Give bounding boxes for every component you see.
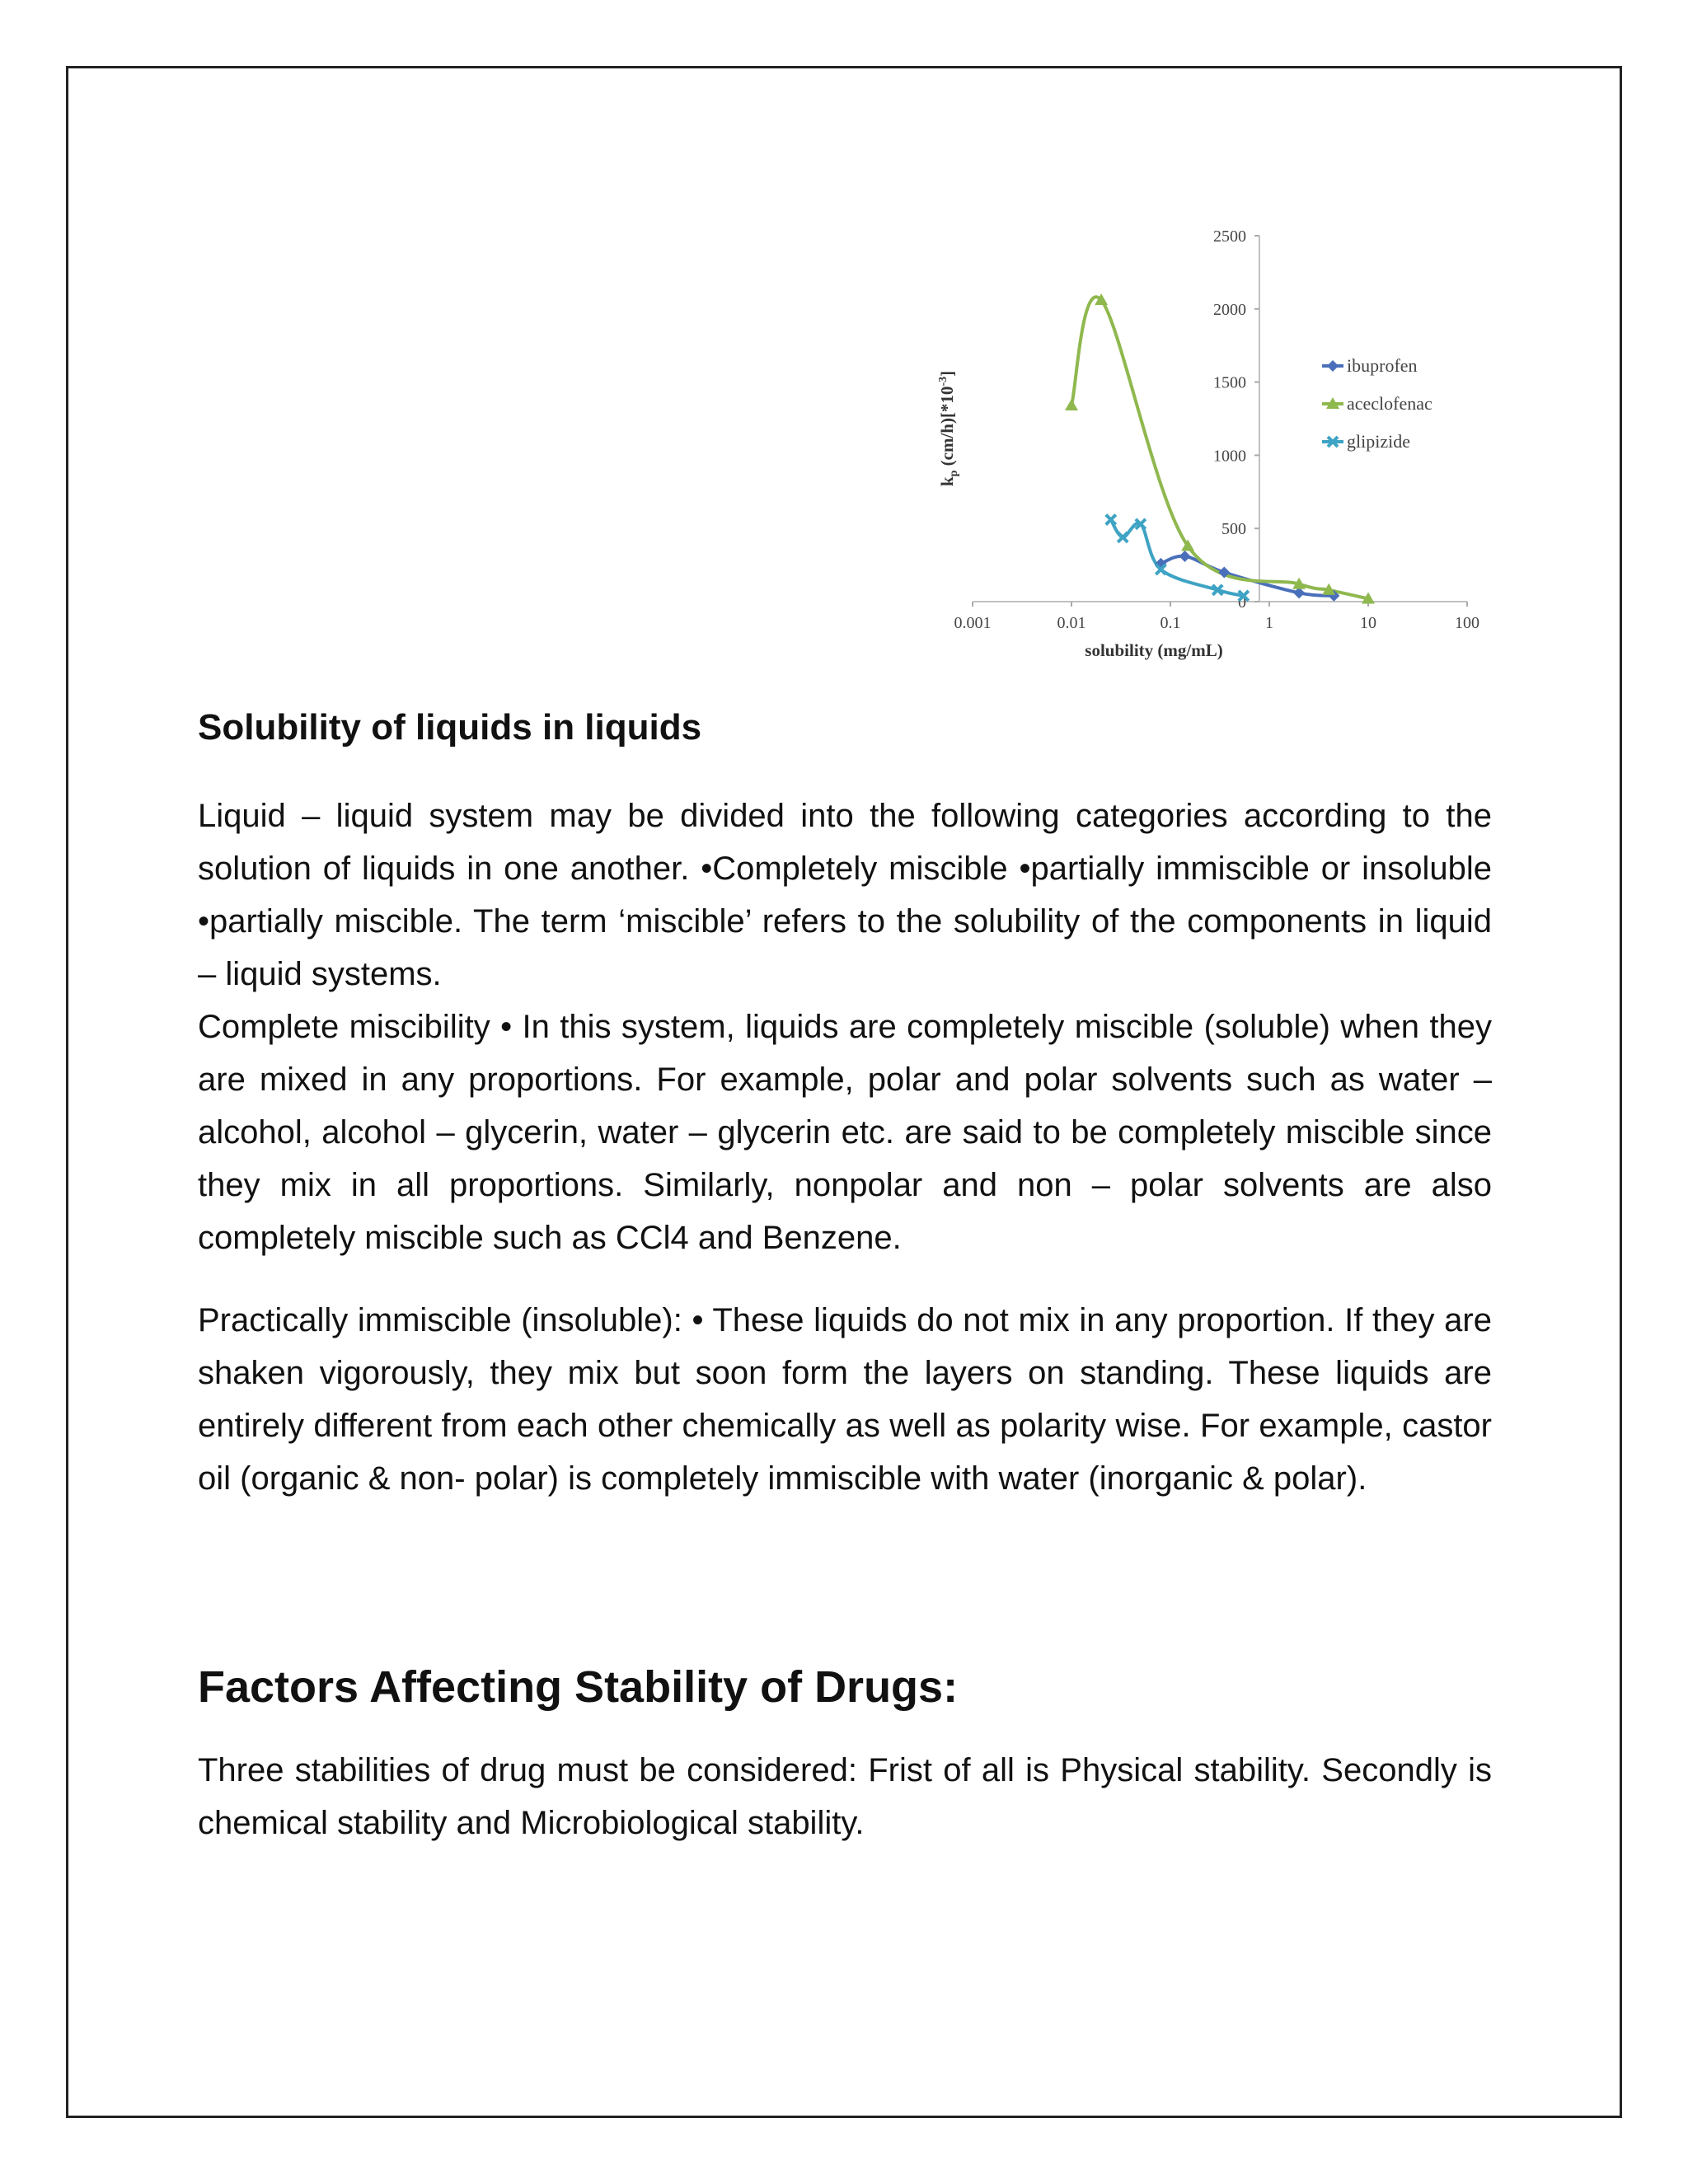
data-point-aceclofenac [1095,293,1108,305]
paragraph-4: Three stabilities of drug must be considered: Frist of all is Physical stability. Secondly is chemical stability and Microbiological stability. [198,1752,1492,1841]
paragraph-immiscible [198,1294,1492,1505]
paragraph-2: Complete miscibility • In this system, liquids are completely miscible (soluble) when they are mixed in any proportions. For example, polar and polar solvents such as water – alcohol, alcohol – glycerin, water – glycerin etc. are said to be completely miscible since they mix in all proportions. Similarly, nonpolar and non – polar solvents are also completely miscible such as CCl4 and Benzene. [198,1009,1492,1256]
y-axis-label-sup: -3 [937,376,950,387]
paragraph-liquid-systems [198,790,1492,1264]
y-tick-label: 0 [1238,593,1246,612]
y-tick-label: 2000 [1213,300,1246,319]
paragraph-3: Practically immiscible (insoluble): • These liquids do not mix in any proportion. If they are shaken vigorously, they mix but soon form the layers on standing. These liquids are entirely different from each other chemically as well as polarity wise. For example, castor oil (organic & non- polar) is completely immiscible with water (inorganic & polar). [198,1302,1492,1497]
y-axis-label [937,371,960,486]
x-tick-label: 100 [1455,614,1479,632]
paragraph-1: Liquid – liquid system may be divided into the following categories according to the solution of liquids in one another. •Completely miscible •partially immiscible or insoluble •partially miscible. The term ‘miscible’ refers to the solubility of the components in liquid – liquid systems. [198,798,1492,992]
y-axis-label-unit: (cm/h)[*10 [937,386,957,471]
x-tick-label: 0.01 [1057,614,1086,632]
section-title-stability: Factors Affecting Stability of Drugs: [198,1662,959,1712]
legend-label-glipizide: glipizide [1347,431,1410,452]
section-stability [198,1661,1492,1713]
x-tick-label: 0.001 [954,614,992,632]
y-axis-label-k: k [937,476,957,487]
y-tick-label: 1500 [1213,373,1246,392]
y-axis-label-sub: p [948,470,960,477]
x-tick-label: 0.1 [1160,614,1181,632]
y-tick-label: 500 [1221,520,1246,539]
x-tick-label: 10 [1360,614,1376,632]
data-point-aceclofenac [1065,399,1078,410]
section-solubility [198,707,1492,748]
x-axis-label: solubility (mg/mL) [1085,640,1223,660]
y-axis-label-end: ] [937,370,957,377]
legend-label-aceclofenac: aceclofenac [1347,393,1432,414]
solubility-chart [923,214,1500,676]
y-tick-label: 1000 [1213,447,1246,466]
x-tick-label: 1 [1265,614,1273,632]
legend-marker-ibuprofen [1327,360,1339,372]
data-point-ibuprofen [1179,551,1191,562]
y-tick-label: 2500 [1213,227,1246,246]
legend-label-ibuprofen: ibuprofen [1347,355,1418,376]
paragraph-stability [198,1744,1492,1849]
section-title-solubility: Solubility of liquids in liquids [198,707,702,748]
